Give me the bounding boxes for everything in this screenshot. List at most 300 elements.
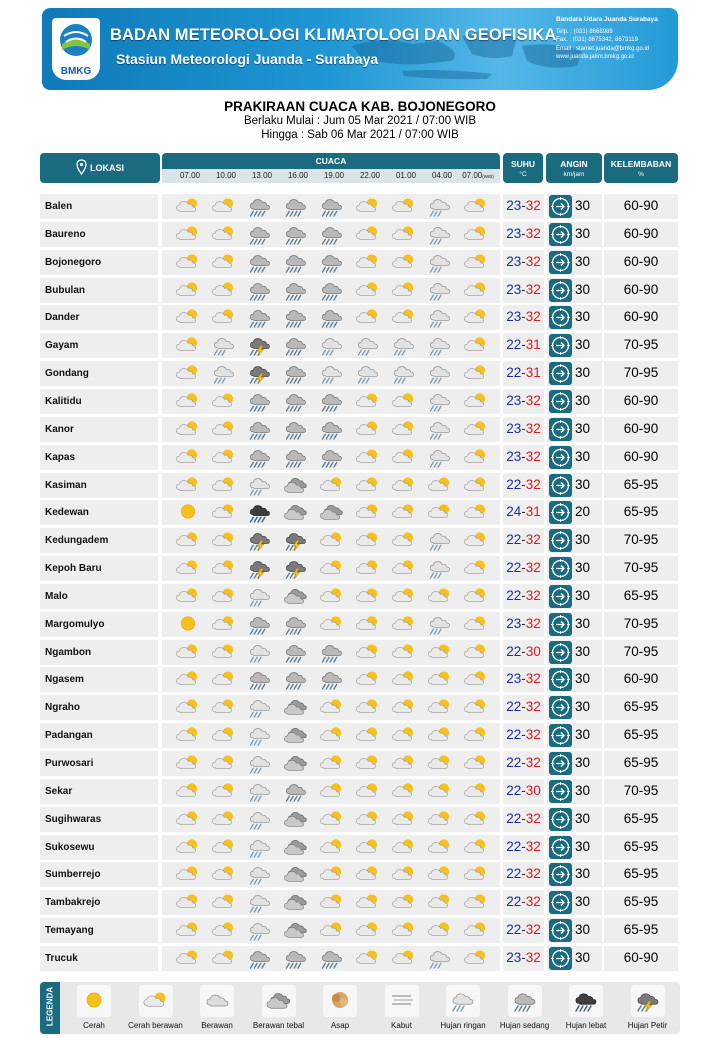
cerah-berawan-icon [462,224,490,245]
wind-direction-icon [549,390,572,413]
cerah-berawan-icon [390,892,418,913]
wind-speed: 30 [575,420,591,436]
table-row [40,946,680,971]
temp-separator: - [521,866,526,882]
table-row [40,528,680,553]
temp-min: 23 [506,615,522,631]
cerah-berawan-icon [174,697,202,718]
wind-speed: 30 [575,755,591,770]
hujan-ringan-icon [354,363,382,384]
hujan-sedang-icon [318,391,346,412]
cerah-berawan-icon [390,725,418,746]
angin-unit: km/jam [563,171,585,178]
legend-label: Berawan [201,1021,233,1030]
column-header-kelembaban [604,153,678,183]
cerah-berawan-icon [210,530,238,551]
humidity: 60-90 [604,222,678,247]
cerah-berawan-icon [390,809,418,830]
temp-max: 31 [525,365,541,381]
weather-cells [162,528,500,553]
temperature [503,807,544,832]
weather-cells [162,194,500,219]
table-row [40,807,680,832]
cerah-berawan-icon [174,920,202,941]
hujan-sedang-icon [282,335,310,356]
berawan-tebal-icon [282,753,310,774]
temp-separator: - [521,337,526,353]
temp-max: 32 [525,866,541,882]
humidity: 65-95 [604,835,678,860]
temp-min: 22 [506,866,522,882]
cerah-berawan-icon [462,502,490,523]
cerah-berawan-icon [174,837,202,858]
temperature [503,194,544,219]
cerah-berawan-icon [174,280,202,301]
temp-min: 22 [506,755,522,770]
temp-separator: - [521,643,526,659]
weather-cells [162,612,500,637]
temperature [503,417,544,442]
cerah-berawan-icon [354,502,382,523]
temp-max: 32 [525,838,541,854]
hujan-ringan-icon [246,725,274,746]
cerah-berawan-icon [390,837,418,858]
wind-direction-icon [549,195,572,218]
wind-direction-icon [549,279,572,302]
cerah-berawan-icon [354,196,382,217]
wind-speed: 30 [575,587,591,603]
wind-direction-icon [549,613,572,636]
location-name: Margomulyo [40,612,158,637]
wind-direction-icon [549,223,572,246]
cerah-berawan-icon [462,280,490,301]
location-name: Gayam [40,333,158,358]
wind [547,389,602,414]
wind-speed: 30 [575,810,591,826]
cerah-berawan-icon [210,475,238,496]
wind-speed: 30 [575,838,591,854]
cerah-berawan-icon [318,753,346,774]
legend [40,982,680,1034]
hujan-sedang-icon [246,252,274,273]
hujan-ringan-icon [318,363,346,384]
legend-label: Hujan sedang [499,1021,550,1030]
hujan-sedang-icon [318,252,346,273]
temp-max: 32 [525,949,541,965]
cerah-berawan-icon [354,307,382,328]
wind [547,918,602,943]
temperature [503,250,544,275]
hujan-sedang-icon [282,196,310,217]
temp-min: 23 [506,671,522,687]
temperature [503,835,544,860]
temp-min: 22 [506,365,522,381]
column-header-lokasi [40,153,160,183]
temp-separator: - [521,309,526,325]
temperature [503,667,544,692]
time-suffix: (WIB) [482,174,494,179]
table-row [40,389,680,414]
table-row [40,751,680,776]
cerah-berawan-icon [354,558,382,579]
cerah-berawan-icon [390,502,418,523]
cerah-berawan-icon [390,475,418,496]
hujan-ringan-icon [426,391,454,412]
suhu-label: SUHU [510,159,536,169]
cerah-berawan-icon [174,252,202,273]
cerah-berawan-icon [210,224,238,245]
cerah-berawan-icon [318,586,346,607]
weather-cells [162,779,500,804]
cerah-berawan-icon [390,307,418,328]
temp-separator: - [521,810,526,826]
cerah-berawan-icon [426,753,454,774]
location-name: Gondang [40,361,158,386]
time-label: 07.00 [179,171,201,180]
weather-cells [162,695,500,720]
time-label: 19.00 [323,171,345,180]
temp-max: 32 [525,281,541,297]
cerah-berawan-icon [174,530,202,551]
humidity: 60-90 [604,305,678,330]
temperature [503,305,544,330]
wind-direction-icon [549,529,572,552]
cerah-berawan-icon [318,781,346,802]
cerah-berawan-icon [210,809,238,830]
cerah-berawan-icon [354,920,382,941]
hujan-ringan-icon [426,196,454,217]
weather-cells [162,445,500,470]
legend-title: LEGENDA [45,986,55,1027]
hujan-ringan-icon [246,697,274,718]
time-label: 04.00 [431,171,453,180]
organization-name: BADAN METEOROLOGI KLIMATOLOGI DAN GEOFISIKA [110,26,557,44]
hujan-ringan-icon [246,753,274,774]
time-labels [162,169,500,183]
cerah-berawan-icon [426,502,454,523]
hujan-petir-icon [246,363,274,384]
hujan-sedang-icon [246,224,274,245]
hujan-ringan-icon [426,307,454,328]
temp-max: 32 [525,225,541,241]
location-name: Padangan [40,723,158,748]
time-label: 07.00(WIB) [462,171,494,180]
hujan-sedang-icon [282,642,310,663]
location-name: Temayang [40,918,158,943]
temp-max: 32 [525,587,541,603]
cerah-berawan-icon [462,892,490,913]
temp-max: 30 [525,782,541,798]
table-row [40,278,680,303]
temperature [503,946,544,971]
weather-cells [162,556,500,581]
cerah-berawan-icon [390,391,418,412]
hujan-sedang-icon [246,196,274,217]
location-name: Bubulan [40,278,158,303]
hujan-sedang-icon [246,948,274,969]
cerah-berawan-icon [462,558,490,579]
cerah-berawan-icon [354,280,382,301]
temperature [503,723,544,748]
legend-item [554,985,616,1033]
hujan-sedang-icon [282,614,310,635]
weather-cells [162,473,500,498]
cerah-berawan-icon [390,948,418,969]
wind [547,723,602,748]
cerah-berawan-icon [318,920,346,941]
cerah-icon [174,502,202,523]
humidity: 65-95 [604,695,678,720]
berawan-tebal-icon [282,725,310,746]
cerah-berawan-icon [426,642,454,663]
cerah-berawan-icon [354,948,382,969]
temp-separator: - [521,894,526,910]
wind-speed: 30 [575,337,591,353]
berawan-icon [200,985,234,1017]
temp-max: 31 [525,504,541,520]
temp-separator: - [521,225,526,241]
weather-cells [162,667,500,692]
cerah-berawan-icon [390,920,418,941]
temp-min: 23 [506,420,522,436]
cerah-berawan-icon [354,753,382,774]
cerah-berawan-icon [210,837,238,858]
header-banner [42,8,678,90]
temp-max: 32 [525,448,541,464]
cerah-berawan-icon [354,837,382,858]
weather-cells [162,807,500,832]
cerah-berawan-icon [318,892,346,913]
cerah-berawan-icon [390,196,418,217]
time-label: 16.00 [287,171,309,180]
temp-max: 32 [525,727,541,743]
temp-max: 32 [525,198,541,213]
cerah-berawan-icon [210,892,238,913]
temp-max: 30 [525,643,541,659]
location-name: Kapas [40,445,158,470]
temp-separator: - [521,504,526,520]
temperature [503,445,544,470]
cerah-berawan-icon [390,558,418,579]
legend-label: Hujan Petir [627,1021,668,1030]
wind [547,946,602,971]
cerah-berawan-icon [210,307,238,328]
cerah-berawan-icon [139,985,173,1017]
hujan-sedang-icon [282,419,310,440]
contact-phone: Telp. : (031) 8668989 [556,28,613,35]
cerah-berawan-icon [174,363,202,384]
berawan-tebal-icon [262,985,296,1017]
hujan-sedang-icon [508,985,542,1017]
cerah-berawan-icon [210,280,238,301]
temperature [503,556,544,581]
table-row [40,667,680,692]
temp-separator: - [521,253,526,269]
berawan-tebal-icon [282,697,310,718]
hujan-ringan-icon [246,475,274,496]
cerah-berawan-icon [210,614,238,635]
location-name: Ngasem [40,667,158,692]
wind [547,473,602,498]
cerah-berawan-icon [390,280,418,301]
wind-direction-icon [549,808,572,831]
cerah-berawan-icon [210,502,238,523]
legend-item [493,985,555,1033]
legend-label: Berawan tebal [252,1021,305,1030]
hujan-sedang-icon [246,280,274,301]
temp-min: 22 [506,727,522,743]
wind-speed: 30 [575,476,591,492]
wind-direction-icon [549,668,572,691]
cerah-berawan-icon [318,530,346,551]
cerah-icon [174,614,202,635]
hujan-sedang-icon [246,447,274,468]
cerah-berawan-icon [174,948,202,969]
location-name: Kalitidu [40,389,158,414]
cerah-berawan-icon [174,642,202,663]
weather-cells [162,389,500,414]
temp-separator: - [521,198,526,213]
cerah-berawan-icon [462,447,490,468]
temp-separator: - [521,365,526,381]
hujan-sedang-icon [246,669,274,690]
cerah-berawan-icon [462,307,490,328]
table-row [40,333,680,358]
temp-min: 23 [506,253,522,269]
cerah-berawan-icon [426,669,454,690]
cerah-berawan-icon [462,781,490,802]
berawan-tebal-icon [282,920,310,941]
temperature [503,222,544,247]
temp-separator: - [521,838,526,854]
cerah-berawan-icon [174,224,202,245]
wind-speed: 30 [575,198,591,213]
weather-cells [162,835,500,860]
wind [547,417,602,442]
hujan-ringan-icon [246,864,274,885]
cerah-berawan-icon [354,669,382,690]
cerah-berawan-icon [462,335,490,356]
wind [547,807,602,832]
table-row [40,250,680,275]
hujan-ringan-icon [426,419,454,440]
hujan-sedang-icon [318,224,346,245]
temp-min: 22 [506,532,522,548]
hujan-ringan-icon [246,642,274,663]
location-name: Ngambon [40,640,158,665]
cerah-berawan-icon [462,419,490,440]
hujan-sedang-icon [318,280,346,301]
hujan-lebat-icon [569,985,603,1017]
cerah-berawan-icon [462,669,490,690]
cerah-berawan-icon [210,391,238,412]
humidity: 70-95 [604,528,678,553]
temp-max: 32 [525,810,541,826]
cerah-berawan-icon [426,475,454,496]
temp-min: 23 [506,309,522,325]
temp-max: 32 [525,671,541,687]
hujan-ringan-icon [426,558,454,579]
location-name: Kedewan [40,500,158,525]
wind-speed: 30 [575,560,591,576]
hujan-ringan-icon [210,363,238,384]
cerah-berawan-icon [174,586,202,607]
cerah-berawan-icon [462,252,490,273]
weather-cells [162,500,500,525]
cerah-berawan-icon [462,642,490,663]
cerah-berawan-icon [426,697,454,718]
hujan-ringan-icon [426,280,454,301]
hujan-ringan-icon [426,252,454,273]
wind [547,695,602,720]
table-row [40,918,680,943]
wind-direction-icon [549,696,572,719]
hujan-ringan-icon [426,224,454,245]
weather-cells [162,890,500,915]
humidity: 65-95 [604,723,678,748]
temperature [503,473,544,498]
table-row [40,723,680,748]
weather-cells [162,918,500,943]
cerah-berawan-icon [426,809,454,830]
wind [547,890,602,915]
hujan-sedang-icon [282,391,310,412]
wind-speed: 30 [575,448,591,464]
wind [547,528,602,553]
wind-speed: 30 [575,643,591,659]
cerah-berawan-icon [426,586,454,607]
temp-min: 22 [506,922,522,938]
time-label: 13.00 [251,171,273,180]
hujan-ringan-icon [318,335,346,356]
legend-item [431,985,493,1033]
legend-label: Hujan lebat [565,1021,607,1030]
wind-speed: 30 [575,365,591,381]
temp-separator: - [521,727,526,743]
column-header-angin [546,153,602,183]
temp-min: 22 [506,699,522,715]
wind-direction-icon [549,585,572,608]
wind-speed: 30 [575,615,591,631]
temp-min: 23 [506,225,522,241]
weather-cells [162,305,500,330]
cerah-berawan-icon [462,725,490,746]
legend-item [62,985,124,1033]
cerah-berawan-icon [354,864,382,885]
location-name: Tambakrejo [40,890,158,915]
wind [547,445,602,470]
weather-cells [162,946,500,971]
wind-speed: 30 [575,866,591,882]
hujan-sedang-icon [282,252,310,273]
cerah-berawan-icon [174,307,202,328]
cerah-berawan-icon [390,614,418,635]
humidity: 70-95 [604,361,678,386]
wind [547,222,602,247]
page-title: PRAKIRAAN CUACA KAB. BOJONEGORO [224,99,496,114]
temp-min: 22 [506,782,522,798]
cerah-berawan-icon [462,920,490,941]
cerah-berawan-icon [462,586,490,607]
temperature [503,278,544,303]
wind-direction-icon [549,919,572,942]
table-row [40,417,680,442]
hujan-lebat-icon [246,502,274,523]
temp-separator: - [521,560,526,576]
legend-item [124,985,186,1033]
wind-speed: 20 [575,504,591,520]
cerah-berawan-icon [390,642,418,663]
